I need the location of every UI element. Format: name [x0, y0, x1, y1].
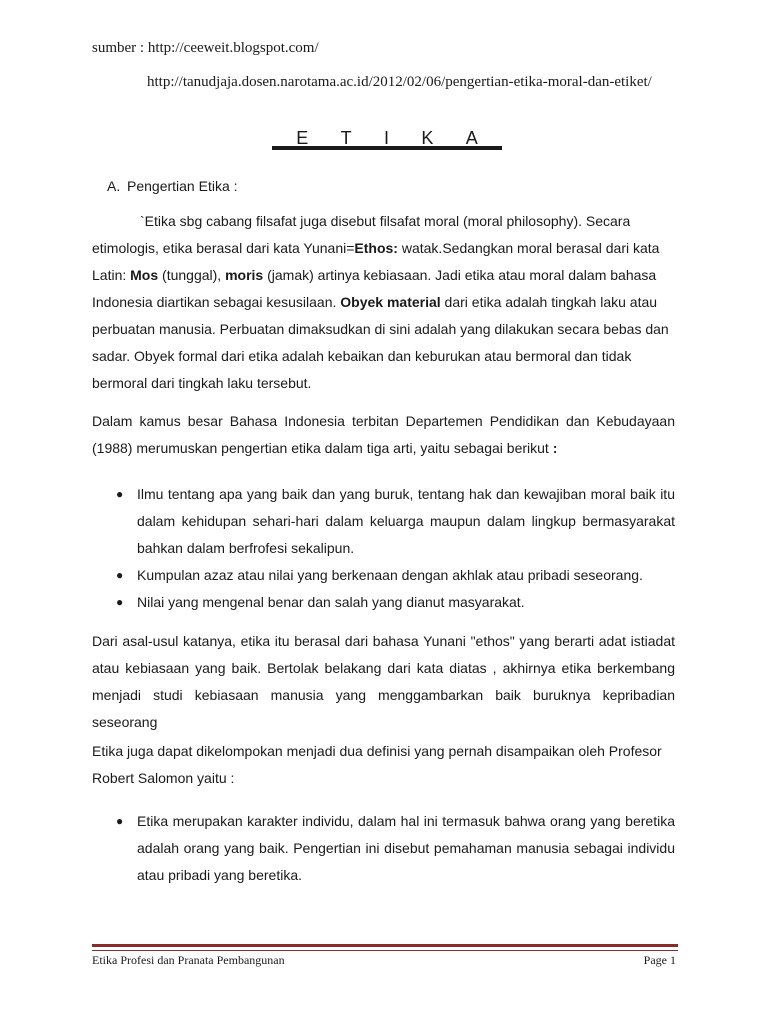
section-label: Pengertian Etika : [127, 178, 238, 194]
bold-term: Mos [130, 267, 159, 283]
section-marker: A. [107, 178, 121, 194]
title-letter: E [296, 128, 309, 148]
text-run: dari etika adalah tingkah laku atau perbuatan manusia. Perbuatan dimaksudkan di sini adalah yang dilakukan secara bebas dan sadar. Obyek formal dari etika adalah kebaikan dan keburukan atau bermoral dan tidak bermoral dari tingkah laku tersebut. [92, 294, 669, 391]
page-number: Page 1 [643, 953, 676, 967]
bold-term: moris [225, 267, 264, 283]
text-run: watak.Sedangkan moral berasal dari kata Latin: [92, 240, 660, 283]
bullet-list-salomon [92, 808, 675, 889]
paragraph-definition [92, 208, 675, 397]
text-run: Dalam kamus besar Bahasa Indonesia terbitan Departemen Pendidikan dan Kebudayaan (1988) merumuskan pengertian etika dalam tiga arti, yaitu sebagai berikut [92, 413, 675, 456]
title-letter: K [421, 128, 434, 148]
text-run: (jamak) artinya kebiasaan. Jadi etika atau moral dalam bahasa Indonesia diartikan sebagai kesusilaan. [92, 267, 657, 310]
paragraph-salomon: Etika juga dapat dikelompokan menjadi dua definisi yang pernah disampaikan oleh Profesor Robert Salomon yaitu : [92, 743, 662, 786]
list-item-text: Kumpulan azaz atau nilai yang berkenaan dengan akhlak atau pribadi seseorang. [137, 567, 643, 583]
paragraph-asal-usul: Dari asal-usul katanya, etika itu berasal dari bahasa Yunani "ethos" yang berarti adat istiadat atau kebiasaan yang baik. Bertolak belakang dari kata diatas , akhirnya etika berkembang menjadi studi kebiasaan manusia yang menggambarkan baik buruknya kepribadian seseorang [92, 633, 675, 730]
list-item-text: Nilai yang mengenal benar dan salah yang dianut masyarakat. [137, 594, 525, 610]
text-run: `Etika sbg cabang filsafat juga disebut filsafat moral (moral philosophy). Secara etimologis, etika berasal dari kata Yunani= [92, 213, 631, 256]
list-item-text: Ilmu tentang apa yang baik dan yang buruk, tentang hak dan kewajiban moral baik itu dalam kehidupan sehari-hari dalam keluarga maupun dalam lingkup bermasyarakat bahkan dalam berfrofesi sekalipun. [137, 486, 675, 556]
bullet-icon: ● [116, 814, 124, 828]
bullet-icon: ● [116, 568, 124, 582]
source-line-2: http://tanudjaja.dosen.narotama.ac.id/2012/02/06/pengertian-etika-moral-dan-etiket/ [147, 74, 652, 90]
bullet-list-arti [92, 481, 675, 616]
list-item [92, 481, 675, 562]
footer-title: Etika Profesi dan Pranata Pembangunan [92, 953, 285, 967]
footer-rule [92, 944, 678, 951]
list-item [92, 808, 675, 889]
source-line-1: sumber : http://ceeweit.blogspot.com/ [92, 40, 319, 56]
bold-term: Obyek material [340, 294, 441, 310]
list-item [92, 562, 675, 589]
bullet-icon: ● [116, 595, 124, 609]
section-heading [107, 178, 238, 194]
list-item-text: Etika merupakan karakter individu, dalam hal ini termasuk bahwa orang yang beretika adalah orang yang baik. Pengertian ini disebut pemahaman manusia sebagai individu atau pribadi yang beretika. [137, 813, 675, 883]
title-letter: T [340, 128, 352, 148]
page-title [272, 128, 502, 150]
bold-term: : [552, 440, 558, 456]
paragraph-kamus [92, 408, 675, 462]
list-item [92, 589, 675, 616]
bold-term: Ethos: [354, 240, 398, 256]
bullet-icon: ● [116, 487, 124, 501]
title-letter: I [383, 128, 389, 148]
text-run: (tunggal), [158, 267, 226, 283]
title-letter: A [465, 128, 478, 148]
